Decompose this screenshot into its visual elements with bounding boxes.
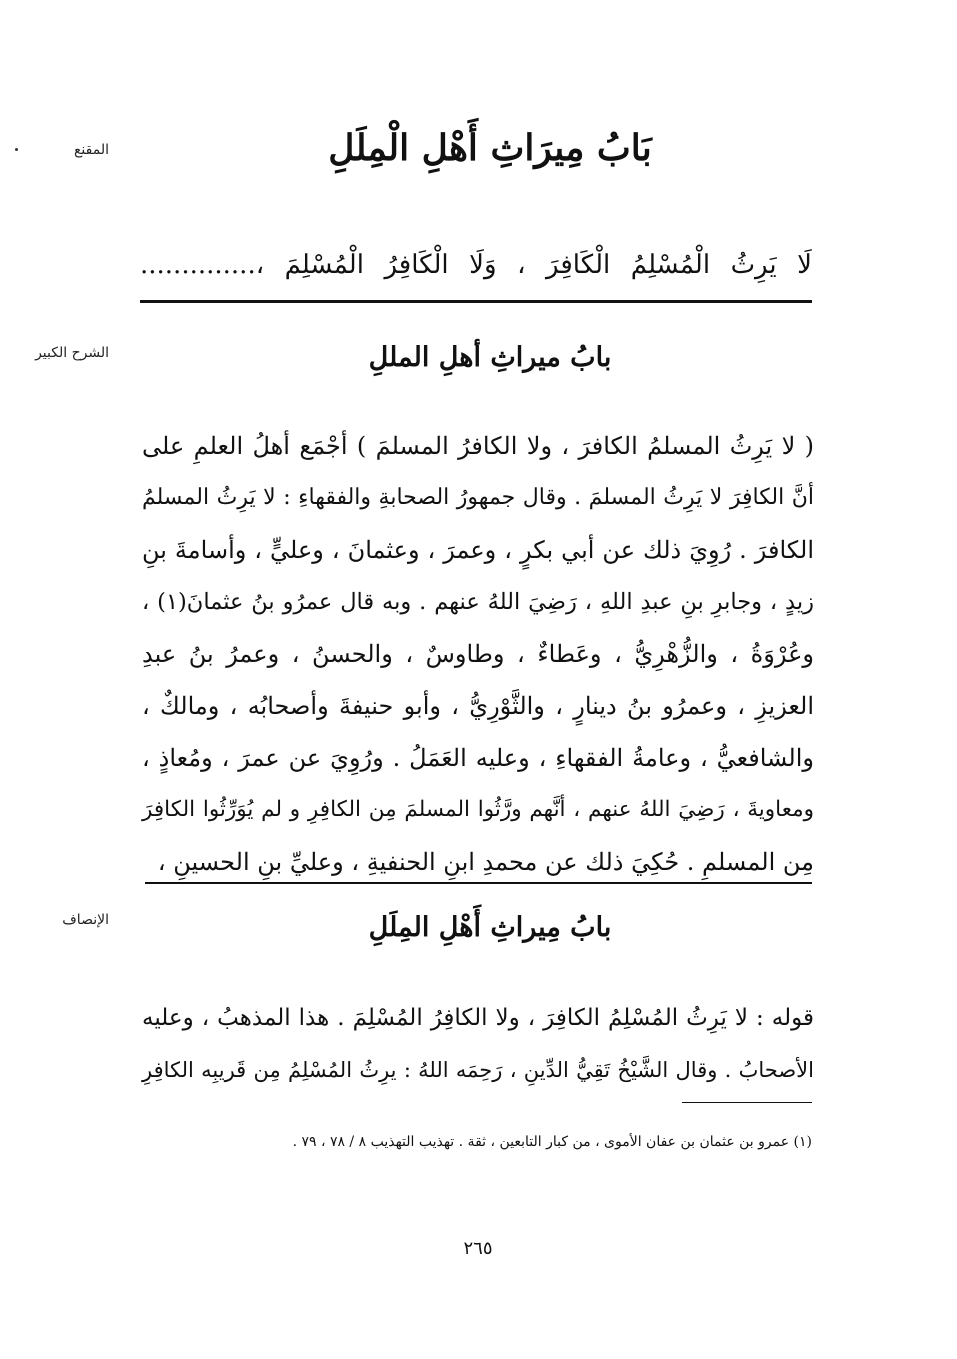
page-number: ٢٦٥ <box>463 1238 493 1259</box>
margin-label-sharh: الشرح الكبير <box>35 345 109 361</box>
stray-mark <box>15 148 18 151</box>
section2-line: العزيزِ ، وعمرُو بنُ دينارٍ ، والثَّوْرِيُّ ، وأبو حنيفةَ وأصحابُه ، ومالكٌ ، <box>142 692 814 720</box>
section1-title: بَابُ مِيرَاثِ أَهْلِ الْمِلَلِ <box>328 127 652 169</box>
section1-matn: لَا يَرِثُ الْمُسْلِمُ الْكَافِرَ ، وَلَا الْكَافِرُ الْمُسْلِمَ ،.............. <box>140 250 812 280</box>
section3-title: بابُ مِيراثِ أَهْلِ المِلَلِ <box>368 912 612 943</box>
margin-label-insaf: الإنصاف <box>62 912 109 928</box>
section2-line: أنَّ الكافِرَ لا يَرِثُ المسلمَ . وقال جمهورُ الصحابةِ والفقهاءِ : لا يَرِثُ المسلمُ <box>142 485 814 510</box>
footnote: (١) عمرو بن عثمان بن عفان الأموى ، من كبار التابعين ، ثقة . تهذيب التهذيب ٨ / ٧٨ ، ٧٩ . <box>292 1134 812 1150</box>
section3-line: قوله : لا يَرِثُ المُسْلِمُ الكافِرَ ، ولا الكافِرُ المُسْلِمَ . هذا المذهبُ ، وعليه <box>142 1005 814 1031</box>
section2-title: بابُ ميراثِ أهلِ المللِ <box>368 342 612 373</box>
section2-line: وعُرْوَةُ ، والزُّهْرِيُّ ، وعَطاءٌ ، وطاوسٌ ، والحسنُ ، وعمرُ بنُ عبدِ <box>142 640 814 668</box>
section2-line: زيدٍ ، وجابرِ بنِ عبدِ اللهِ ، رَضِيَ اللهُ عنهم . وبه قال عمرُو بنُ عثمانَ(١) ، <box>142 589 814 615</box>
section2-line: مِن المسلمِ . حُكِيَ ذلك عن محمدِ ابنِ الحنفيةِ ، وعليِّ بنِ الحسينِ ، <box>157 848 814 876</box>
section2-line: ( لا يَرِثُ المسلمُ الكافرَ ، ولا الكافرُ المسلمَ ) أجْمَع أهلُ العلمِ على <box>142 432 814 460</box>
footnote-divider <box>682 1102 812 1103</box>
section1-divider <box>140 300 812 303</box>
section3-body <box>142 992 814 1096</box>
section3-line: الأصحابُ . وقال الشَّيْخُ تَقِيُّ الدِّينِ ، رَحِمَه اللهُ : يرِثُ المُسْلِمُ مِن قَريبِه الكافِرِ <box>142 1058 814 1082</box>
section2-line: والشافعيُّ ، وعامةُ الفقهاءِ ، وعليه العَمَلُ . ورُوِيَ عن عمرَ ، ومُعاذٍ ، <box>142 744 814 772</box>
section2-divider <box>145 882 812 884</box>
section2-line: الكافرَ . رُوِيَ ذلك عن أبي بكرٍ ، وعمرَ ، وعثمانَ ، وعليٍّ ، وأسامةَ بنِ <box>142 536 814 564</box>
section2-line: ومعاويةَ ، رَضِيَ اللهُ عنهم ، أنَّهم ورَّثُوا المسلمَ مِن الكافِرِ و لم يُوَرِّثُوا الكافِرَ <box>142 797 814 822</box>
margin-label-muqni: المقنع <box>73 142 109 158</box>
section2-body <box>142 420 814 888</box>
